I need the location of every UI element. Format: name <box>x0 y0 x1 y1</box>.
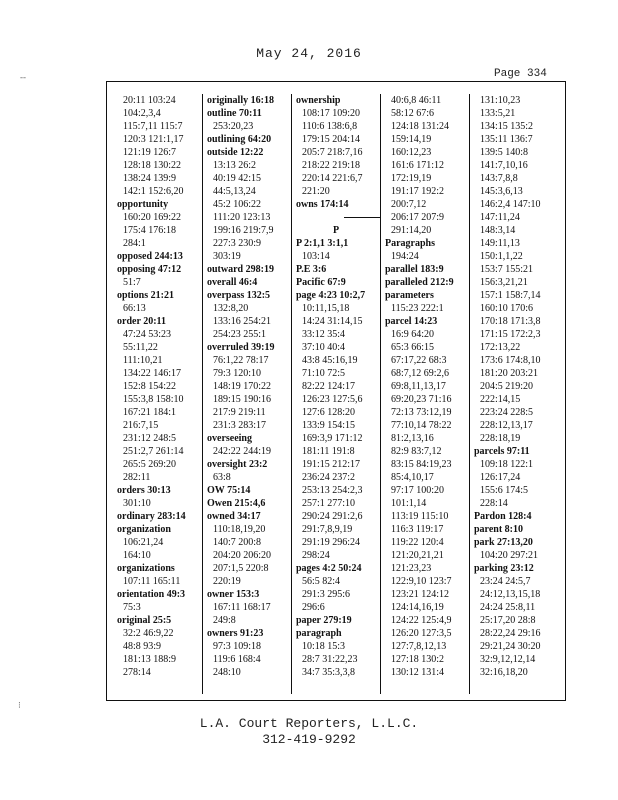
index-term: options 21:21 <box>117 290 174 301</box>
index-reference: 55:11,22 <box>123 342 158 353</box>
index-reference: 104:2,3,4 <box>123 108 161 119</box>
index-reference: 301:10 <box>123 498 151 509</box>
index-reference: 206:17 207:9 <box>391 212 445 223</box>
index-term: Pacific 67:9 <box>296 277 346 288</box>
index-reference: 257:1 277:10 <box>302 498 356 509</box>
index-reference: 119:22 120:4 <box>391 537 444 548</box>
index-term: oversight 23:2 <box>207 459 268 470</box>
index-reference: 303:19 <box>213 251 241 262</box>
index-reference: 45:2 106:22 <box>213 199 262 210</box>
index-column-5 <box>469 94 560 694</box>
index-reference: 115:7,11 115:7 <box>123 121 183 132</box>
index-reference: 152:8 154:22 <box>123 381 177 392</box>
index-reference: 134:22 146:17 <box>123 368 182 379</box>
index-term: owners 91:23 <box>207 628 264 639</box>
index-reference: 133:16 254:21 <box>213 316 272 327</box>
index-reference: 121:20,21,21 <box>391 550 444 561</box>
index-reference: 111:20 123:13 <box>213 212 271 223</box>
index-reference: 236:24 237:2 <box>302 472 356 483</box>
index-reference: 265:5 269:20 <box>123 459 177 470</box>
index-reference: 181:20 203:21 <box>480 368 539 379</box>
index-reference: 290:24 291:2,6 <box>302 511 363 522</box>
index-reference: 181:11 191:8 <box>302 446 355 457</box>
section-letter: P <box>332 225 340 236</box>
index-reference: 77:10,14 78:22 <box>391 420 452 431</box>
footer-company: L.A. Court Reporters, L.L.C. <box>199 716 419 731</box>
index-reference: 218:22 219:18 <box>302 160 361 171</box>
index-reference: 253:20,23 <box>213 121 254 132</box>
index-reference: 51:7 <box>123 277 141 288</box>
index-reference: 160:12,23 <box>391 147 432 158</box>
index-column-4 <box>380 94 469 694</box>
index-term: Pardon 128:4 <box>474 511 532 522</box>
index-term: page 4:23 10:2,7 <box>296 290 366 301</box>
index-reference: 81:2,13,16 <box>391 433 434 444</box>
index-reference: 28:22,24 29:16 <box>480 628 541 639</box>
index-reference: 220:19 <box>213 576 241 587</box>
index-reference: 164:10 <box>123 550 151 561</box>
index-term: parent 8:10 <box>474 524 523 535</box>
index-reference: 65:3 66:15 <box>391 342 435 353</box>
index-reference: 179:15 204:14 <box>302 134 361 145</box>
index-reference: 56:5 82:4 <box>302 576 341 587</box>
index-reference: 69:8,11,13,17 <box>391 381 446 392</box>
index-reference: 191:15 212:17 <box>302 459 361 470</box>
index-reference: 14:24 31:14,15 <box>302 316 363 327</box>
index-reference: 120:3 121:1,17 <box>123 134 184 145</box>
index-reference: 16:9 64:20 <box>391 329 435 340</box>
index-reference: 291:7,8,9,19 <box>302 524 353 535</box>
index-reference: 170:18 171:3,8 <box>480 316 541 327</box>
index-term: parcel 14:23 <box>385 316 438 327</box>
index-reference: 167:21 184:1 <box>123 407 177 418</box>
index-reference: 291:3 295:6 <box>302 589 351 600</box>
index-reference: 10:18 15:3 <box>302 641 346 652</box>
index-reference: 13:13 26:2 <box>213 160 257 171</box>
index-reference: 284:1 <box>123 238 146 249</box>
index-reference: 249:8 <box>213 615 236 626</box>
index-reference: 253:13 254:2,3 <box>302 485 363 496</box>
index-term: overall 46:4 <box>207 277 258 288</box>
index-reference: 223:24 228:5 <box>480 407 534 418</box>
index-reference: 32:9,12,12,14 <box>480 654 536 665</box>
index-reference: 143:7,8,8 <box>480 173 518 184</box>
index-term: overruled 39:19 <box>207 342 275 353</box>
index-term: pages 4:2 50:24 <box>296 563 362 574</box>
index-term: P 2:1,1 3:1,1 <box>296 238 349 249</box>
index-reference: 66:13 <box>123 303 146 314</box>
index-reference: 43:8 45:16,19 <box>302 355 358 366</box>
index-reference: 126:17,24 <box>480 472 521 483</box>
index-term: outlining 64:20 <box>207 134 272 145</box>
index-term: parallel 183:9 <box>385 264 444 275</box>
index-reference: 107:11 165:11 <box>123 576 181 587</box>
index-term: opposing 47:12 <box>117 264 182 275</box>
index-reference: 71:10 72:5 <box>302 368 346 379</box>
index-reference: 97:17 100:20 <box>391 485 445 496</box>
index-reference: 161:6 171:12 <box>391 160 445 171</box>
index-term: outline 70:11 <box>207 108 262 119</box>
index-reference: 124:14,16,19 <box>391 602 444 613</box>
index-reference: 115:23 222:1 <box>391 303 444 314</box>
footer-phone: 312-419-9292 <box>262 732 356 747</box>
index-reference: 169:3,9 171:12 <box>302 433 363 444</box>
index-reference: 222:14,15 <box>480 394 521 405</box>
index-reference: 128:18 130:22 <box>123 160 182 171</box>
index-reference: 48:8 93:9 <box>123 641 162 652</box>
index-reference: 159:14,19 <box>391 134 432 145</box>
index-column-2 <box>202 94 291 694</box>
index-term: opposed 244:13 <box>117 251 183 262</box>
index-reference: 248:10 <box>213 667 241 678</box>
index-column-1 <box>113 94 201 694</box>
index-reference: 204:5 219:20 <box>480 381 534 392</box>
index-reference: 205:7 218:7,16 <box>302 147 363 158</box>
index-term: P.E 3:6 <box>296 264 327 275</box>
index-reference: 79:3 120:10 <box>213 368 262 379</box>
index-term: ordinary 283:14 <box>117 511 186 522</box>
index-reference: 127:18 130:2 <box>391 654 445 665</box>
index-term: owner 153:3 <box>207 589 260 600</box>
index-column-3 <box>291 94 380 694</box>
index-reference: 69:20,23 71:16 <box>391 394 452 405</box>
index-term: overpass 132:5 <box>207 290 271 301</box>
index-reference: 150:1,1,22 <box>480 251 523 262</box>
index-reference: 106:21,24 <box>123 537 164 548</box>
section-divider <box>344 217 380 218</box>
index-reference: 126:23 127:5,6 <box>302 394 363 405</box>
index-term: orders 30:13 <box>117 485 171 496</box>
index-reference: 139:5 140:8 <box>480 147 529 158</box>
index-reference: 181:13 188:9 <box>123 654 177 665</box>
index-reference: 67:17,22 68:3 <box>391 355 447 366</box>
index-reference: 58:12 67:6 <box>391 108 435 119</box>
index-reference: 231:12 248:5 <box>123 433 177 444</box>
index-reference: 29:21,24 30:20 <box>480 641 541 652</box>
index-reference: 191:17 192:2 <box>391 186 445 197</box>
index-reference: 124:18 131:24 <box>391 121 450 132</box>
index-reference: 160:10 170:6 <box>480 303 534 314</box>
index-reference: 145:3,6,13 <box>480 186 523 197</box>
index-term: overseeing <box>207 433 252 444</box>
index-reference: 175:4 176:18 <box>123 225 177 236</box>
index-reference: 217:9 219:11 <box>213 407 266 418</box>
index-reference: 28:7 31:22,23 <box>302 654 358 665</box>
index-term: originally 16:18 <box>207 95 274 106</box>
index-reference: 172:19,19 <box>391 173 432 184</box>
index-reference: 103:14 <box>302 251 330 262</box>
index-reference: 141:7,10,16 <box>480 160 528 171</box>
index-reference: 25:17,20 28:8 <box>480 615 536 626</box>
index-reference: 126:20 127:3,5 <box>391 628 452 639</box>
index-term: opportunity <box>117 199 169 210</box>
index-reference: 108:17 109:20 <box>302 108 361 119</box>
index-reference: 133:5,21 <box>480 108 516 119</box>
index-reference: 63:8 <box>213 472 231 483</box>
index-reference: 134:15 135:2 <box>480 121 534 132</box>
page-date: May 24, 2016 <box>256 46 362 61</box>
index-reference: 33:12 35:4 <box>302 329 346 340</box>
index-reference: 72:13 73:12,19 <box>391 407 452 418</box>
index-reference: 135:11 136:7 <box>480 134 533 145</box>
index-term: paralleled 212:9 <box>385 277 454 288</box>
index-reference: 296:6 <box>302 602 325 613</box>
index-reference: 23:24 24:5,7 <box>480 576 531 587</box>
index-reference: 200:7,12 <box>391 199 427 210</box>
index-reference: 221:20 <box>302 186 330 197</box>
index-reference: 147:11,24 <box>480 212 520 223</box>
index-reference: 131:10,23 <box>480 95 521 106</box>
index-reference: 220:14 221:6,7 <box>302 173 363 184</box>
index-reference: 189:15 190:16 <box>213 394 272 405</box>
index-term: Owen 215:4,6 <box>207 498 266 509</box>
index-term: organization <box>117 524 171 535</box>
index-term: paragraph <box>296 628 342 639</box>
index-reference: 24:12,13,15,18 <box>480 589 541 600</box>
index-reference: 146:2,4 147:10 <box>480 199 541 210</box>
index-reference: 149:11,13 <box>480 238 520 249</box>
index-reference: 242:22 244:19 <box>213 446 272 457</box>
margin-mark: ⁝ <box>18 700 21 710</box>
index-reference: 110:18,19,20 <box>213 524 266 535</box>
index-reference: 153:7 155:21 <box>480 264 534 275</box>
index-reference: 121:19 126:7 <box>123 147 177 158</box>
index-reference: 173:6 174:8,10 <box>480 355 541 366</box>
index-reference: 82:22 124:17 <box>302 381 356 392</box>
index-term: outward 298:19 <box>207 264 274 275</box>
index-reference: 282:11 <box>123 472 151 483</box>
index-reference: 228:18,19 <box>480 433 521 444</box>
index-term: original 25:5 <box>117 615 172 626</box>
index-term: park 27:13,20 <box>474 537 533 548</box>
index-reference: 254:23 255:1 <box>213 329 267 340</box>
index-reference: 228:14 <box>480 498 508 509</box>
index-reference: 148:19 170:22 <box>213 381 272 392</box>
index-reference: 85:4,10,17 <box>391 472 434 483</box>
index-term: paper 279:19 <box>296 615 352 626</box>
index-reference: 148:3,14 <box>480 225 516 236</box>
index-reference: 119:6 168:4 <box>213 654 261 665</box>
index-reference: 37:10 40:4 <box>302 342 346 353</box>
index-term: parking 23:12 <box>474 563 534 574</box>
index-reference: 101:1,14 <box>391 498 427 509</box>
index-reference: 207:1,5 220:8 <box>213 563 269 574</box>
index-term: Paragraphs <box>385 238 435 249</box>
index-reference: 44:5,13,24 <box>213 186 256 197</box>
index-reference: 157:1 158:7,14 <box>480 290 541 301</box>
index-reference: 138:24 139:9 <box>123 173 177 184</box>
index-reference: 20:11 103:24 <box>123 95 176 106</box>
index-reference: 231:3 283:17 <box>213 420 267 431</box>
index-reference: 194:24 <box>391 251 419 262</box>
index-reference: 155:6 174:5 <box>480 485 529 496</box>
index-reference: 291:14,20 <box>391 225 432 236</box>
index-reference: 76:1,22 78:17 <box>213 355 269 366</box>
index-reference: 10:11,15,18 <box>302 303 350 314</box>
index-reference: 171:15 172:2,3 <box>480 329 541 340</box>
index-reference: 127:6 128:20 <box>302 407 356 418</box>
index-reference: 83:15 84:19,23 <box>391 459 452 470</box>
index-reference: 156:3,21,21 <box>480 277 528 288</box>
index-reference: 140:7 200:8 <box>213 537 262 548</box>
index-reference: 24:24 25:8,11 <box>480 602 536 613</box>
index-reference: 34:7 35:3,3,8 <box>302 667 356 678</box>
index-term: ownership <box>296 95 341 106</box>
index-reference: 116:3 119:17 <box>391 524 444 535</box>
margin-mark: ‐‐ <box>20 72 26 82</box>
index-reference: 122:9,10 123:7 <box>391 576 452 587</box>
index-reference: 160:20 169:22 <box>123 212 182 223</box>
index-term: owned 34:17 <box>207 511 261 522</box>
index-reference: 298:24 <box>302 550 330 561</box>
index-reference: 251:2,7 261:14 <box>123 446 184 457</box>
index-term: order 20:11 <box>117 316 166 327</box>
index-reference: 47:24 53:23 <box>123 329 172 340</box>
index-term: outside 12:22 <box>207 147 264 158</box>
index-reference: 172:13,22 <box>480 342 521 353</box>
index-reference: 123:21 124:12 <box>391 589 450 600</box>
index-reference: 133:9 154:15 <box>302 420 356 431</box>
index-reference: 113:19 115:10 <box>391 511 449 522</box>
index-reference: 82:9 83:7,12 <box>391 446 442 457</box>
index-reference: 278:14 <box>123 667 151 678</box>
index-reference: 204:20 206:20 <box>213 550 272 561</box>
index-term: parameters <box>385 290 434 301</box>
index-reference: 155:3,8 158:10 <box>123 394 184 405</box>
index-reference: 227:3 230:9 <box>213 238 262 249</box>
index-reference: 104:20 297:21 <box>480 550 539 561</box>
index-reference: 132:8,20 <box>213 303 249 314</box>
index-reference: 167:11 168:17 <box>213 602 271 613</box>
index-reference: 124:22 125:4,9 <box>391 615 452 626</box>
index-term: orientation 49:3 <box>117 589 186 600</box>
index-reference: 142:1 152:6,20 <box>123 186 184 197</box>
index-term: OW 75:14 <box>207 485 251 496</box>
index-reference: 97:3 109:18 <box>213 641 262 652</box>
index-reference: 111:10,21 <box>123 355 163 366</box>
index-reference: 127:7,8,12,13 <box>391 641 447 652</box>
index-term: organizations <box>117 563 175 574</box>
page-number: Page 334 <box>494 68 547 80</box>
index-reference: 75:3 <box>123 602 141 613</box>
index-reference: 216:7,15 <box>123 420 159 431</box>
index-reference: 110:6 138:6,8 <box>302 121 358 132</box>
index-term: owns 174:14 <box>296 199 349 210</box>
index-reference: 291:19 296:24 <box>302 537 361 548</box>
index-term: parcels 97:11 <box>474 446 530 457</box>
word-index-table <box>106 81 566 701</box>
index-reference: 228:12,13,17 <box>480 420 533 431</box>
index-reference: 199:16 219:7,9 <box>213 225 274 236</box>
index-reference: 109:18 122:1 <box>480 459 534 470</box>
index-reference: 121:23,23 <box>391 563 432 574</box>
index-reference: 32:2 46:9,22 <box>123 628 174 639</box>
index-reference: 40:19 42:15 <box>213 173 262 184</box>
index-reference: 32:16,18,20 <box>480 667 528 678</box>
index-reference: 68:7,12 69:2,6 <box>391 368 450 379</box>
index-reference: 40:6,8 46:11 <box>391 95 442 106</box>
index-reference: 130:12 131:4 <box>391 667 445 678</box>
